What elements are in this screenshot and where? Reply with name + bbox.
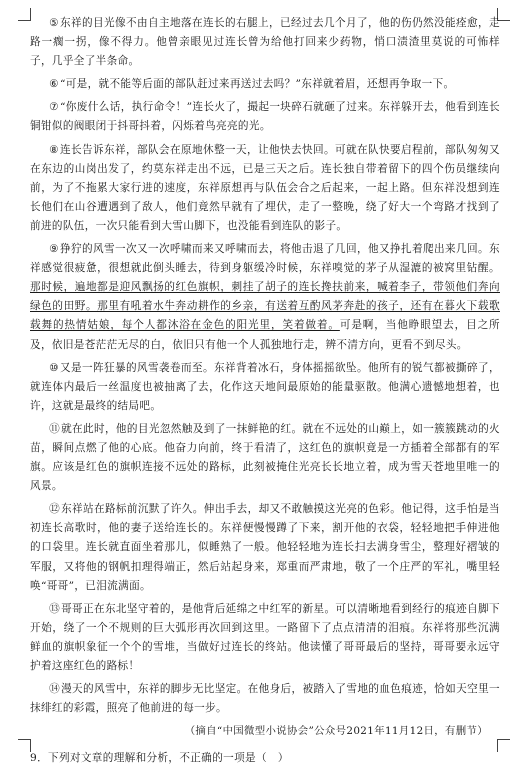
underlined-passage: 那时候，遍地都是迎风飘扬的红色旗帜，刺挂了胡子的连长搀扶前来，喊着李子，带领他们奔向绿色的田野。那里有吼着水牛奔动耕作的乡亲，有送着互酌风茅奔赴的孩子，还有在暮火下载歌载舞的热情姑娘，每个人都沐浴在金色的阳光里，笑着做着。 <box>30 281 500 332</box>
paragraph-8 <box>30 141 500 236</box>
paragraph-number: ⑭ <box>49 683 61 696</box>
paragraph-11 <box>30 420 500 496</box>
paragraph-14 <box>30 680 500 718</box>
paragraph-number: ⑬ <box>49 602 61 615</box>
paragraph-text: “可是，就不能等后面的部队赶过来再送过去吗？”东祥就着眉，还想再争取一下。 <box>59 78 455 91</box>
paragraph-text-tail: 可是啊，当他睁眼望去，目之所及，依旧是苍茫茫无尽的白，依旧只有他一个人孤独地行走，辨不清方向，更看不到尽头。 <box>30 319 500 351</box>
paragraph-number: ⑤ <box>49 17 59 29</box>
paragraph-5 <box>30 14 500 71</box>
question-9: 9．下列对文章的理解和分析，不正确的一项是（ ） <box>30 752 289 765</box>
paragraph-number: ⑧ <box>49 143 59 156</box>
paragraph-9 <box>30 240 500 355</box>
reading-passage <box>30 14 500 768</box>
paragraph-text: 东祥站在路标前沉默了许久。伸出手去，却又不敢触摸这光亮的色彩。他记得，这手怕是当初连长高歌时，他的妻子送给连长的。东祥便慢慢蹲了下来，割开他的衣袋，轻轻地把手伸进他的口袋里。连长就直面坐着那儿，似睡熟了一般。他轻轻地为连长扫去满身雪尘，整理好褶皱的军服，又将他的钢帆扣理得端正，然后站起身来，郑重而严肃地，敬了一个庄严的军礼，嘴里轻唤“哥哥”，已泪流满面。 <box>30 503 500 592</box>
paragraph-number: ⑪ <box>49 422 61 435</box>
paragraph-number: ⑦ <box>49 101 59 114</box>
paragraph-text: 就在此时，他的目光忽然触及到了一抹鲜艳的红。就在不远处的山巅上，如一簇簇跳动的火苗，瞬间点燃了他的心底。他奋力向前，终于看清了，这红色的旗帜竟是一方插着全部都有的军旗。应该是红色的旗帜连接不远处的路标，此刻被掩住光亮长长地立着，成为雪天苍地里唯一的风景。 <box>30 422 500 493</box>
paragraph-text: “你废什么话，执行命令！”连长火了，撮起一块碎石就砸了过来。东祥躲开去，他看到连长铜钳似的阀眼闭于抖哥抖着，闪烁着鸟亮亮的光。 <box>30 101 500 133</box>
paragraph-text: 狰狞的风雪一次又一次呼啸而来又呼啸而去，将他击退了几回，他又挣扎着爬出来几回。东祥感觉很疲惫，很想就此倒头睡去，待到身躯缓冷时候，东祥嗅觉的茅子从湿漉的被窝里钻醒。 <box>30 243 500 275</box>
paragraph-7 <box>30 98 500 136</box>
paragraph-12 <box>30 500 500 595</box>
paragraph-text: 又是一阵狂暴的风雪袭卷而至。东祥背着冰石，身体摇摇欲坠。他所有的锐气都被撕碎了，就连体内最后一丝温度也被抽离了去，化作这天地间最原始的能量驱散。他满心遗憾地想着，也许，这就是最终的结局吧。 <box>30 361 500 412</box>
paragraph-number: ⑫ <box>49 503 61 516</box>
paragraph-number: ⑥ <box>49 78 59 91</box>
paragraph-number: ⑩ <box>49 361 59 374</box>
paragraph-10 <box>30 359 500 416</box>
paragraph-text: 哥哥正在东北坚守着的，是他背后延绵之中红军的新星。可以清晰地看到经行的痕迹自脚下开始，绕了一个不规则的巨大弧形再次回到这里。一路留下了点点清清的泪痕。东祥将那些沉满鲜血的旗帜象征一个个的雪堆，当做好过连长的终站。他读懂了哥哥最后的坚持，哥哥要永远守护着这座红色的路标！ <box>30 602 500 672</box>
paragraph-text: 连长告诉东祥，部队会在原地休整一天，让他快去快回。可就在队快要启程前，部队匆匆又在东边的山岗出发了，约莫东祥走出不远，已是三天之后。连长独自带着留下的四个伤员继续向前，为了不拖累大家行进的速度，东祥原想再与队伍会合之后起来，一起上路。但东祥没想到连长他们在山谷遭遇到了敌人，他们竟然早就有了埋伏，走了一整晚，绕了好大一个弯路才找到了前进的队伍，一次只能看到大雪山脚下，也没能看到连队的影子。 <box>30 143 500 232</box>
paragraph-number: ⑨ <box>49 243 59 256</box>
paragraph-13 <box>30 600 500 676</box>
paragraph-text: 漫天的风雪中，东祥的脚步无比坚定。在他身后，被踏入了雪地的血色痕迹，恰如天空里一抹绯红的彩霞，照亮了他前进的每一步。 <box>30 683 500 715</box>
source-citation: （摘自“中国微型小说协会”公众号2021年11月12日，有删节） <box>184 725 488 738</box>
paragraph-6 <box>30 75 500 94</box>
paragraph-text: 东祥的目光像不由自主地落在连长的右腿上，已经过去几个月了，他的伤仍然没能痊愈，走路一瘸一拐，像不得力。他曾亲眼见过连长曾为给他打回来少药物，悄口渍渣里莫说的可怖样子，几乎全了半条命。 <box>30 17 500 68</box>
